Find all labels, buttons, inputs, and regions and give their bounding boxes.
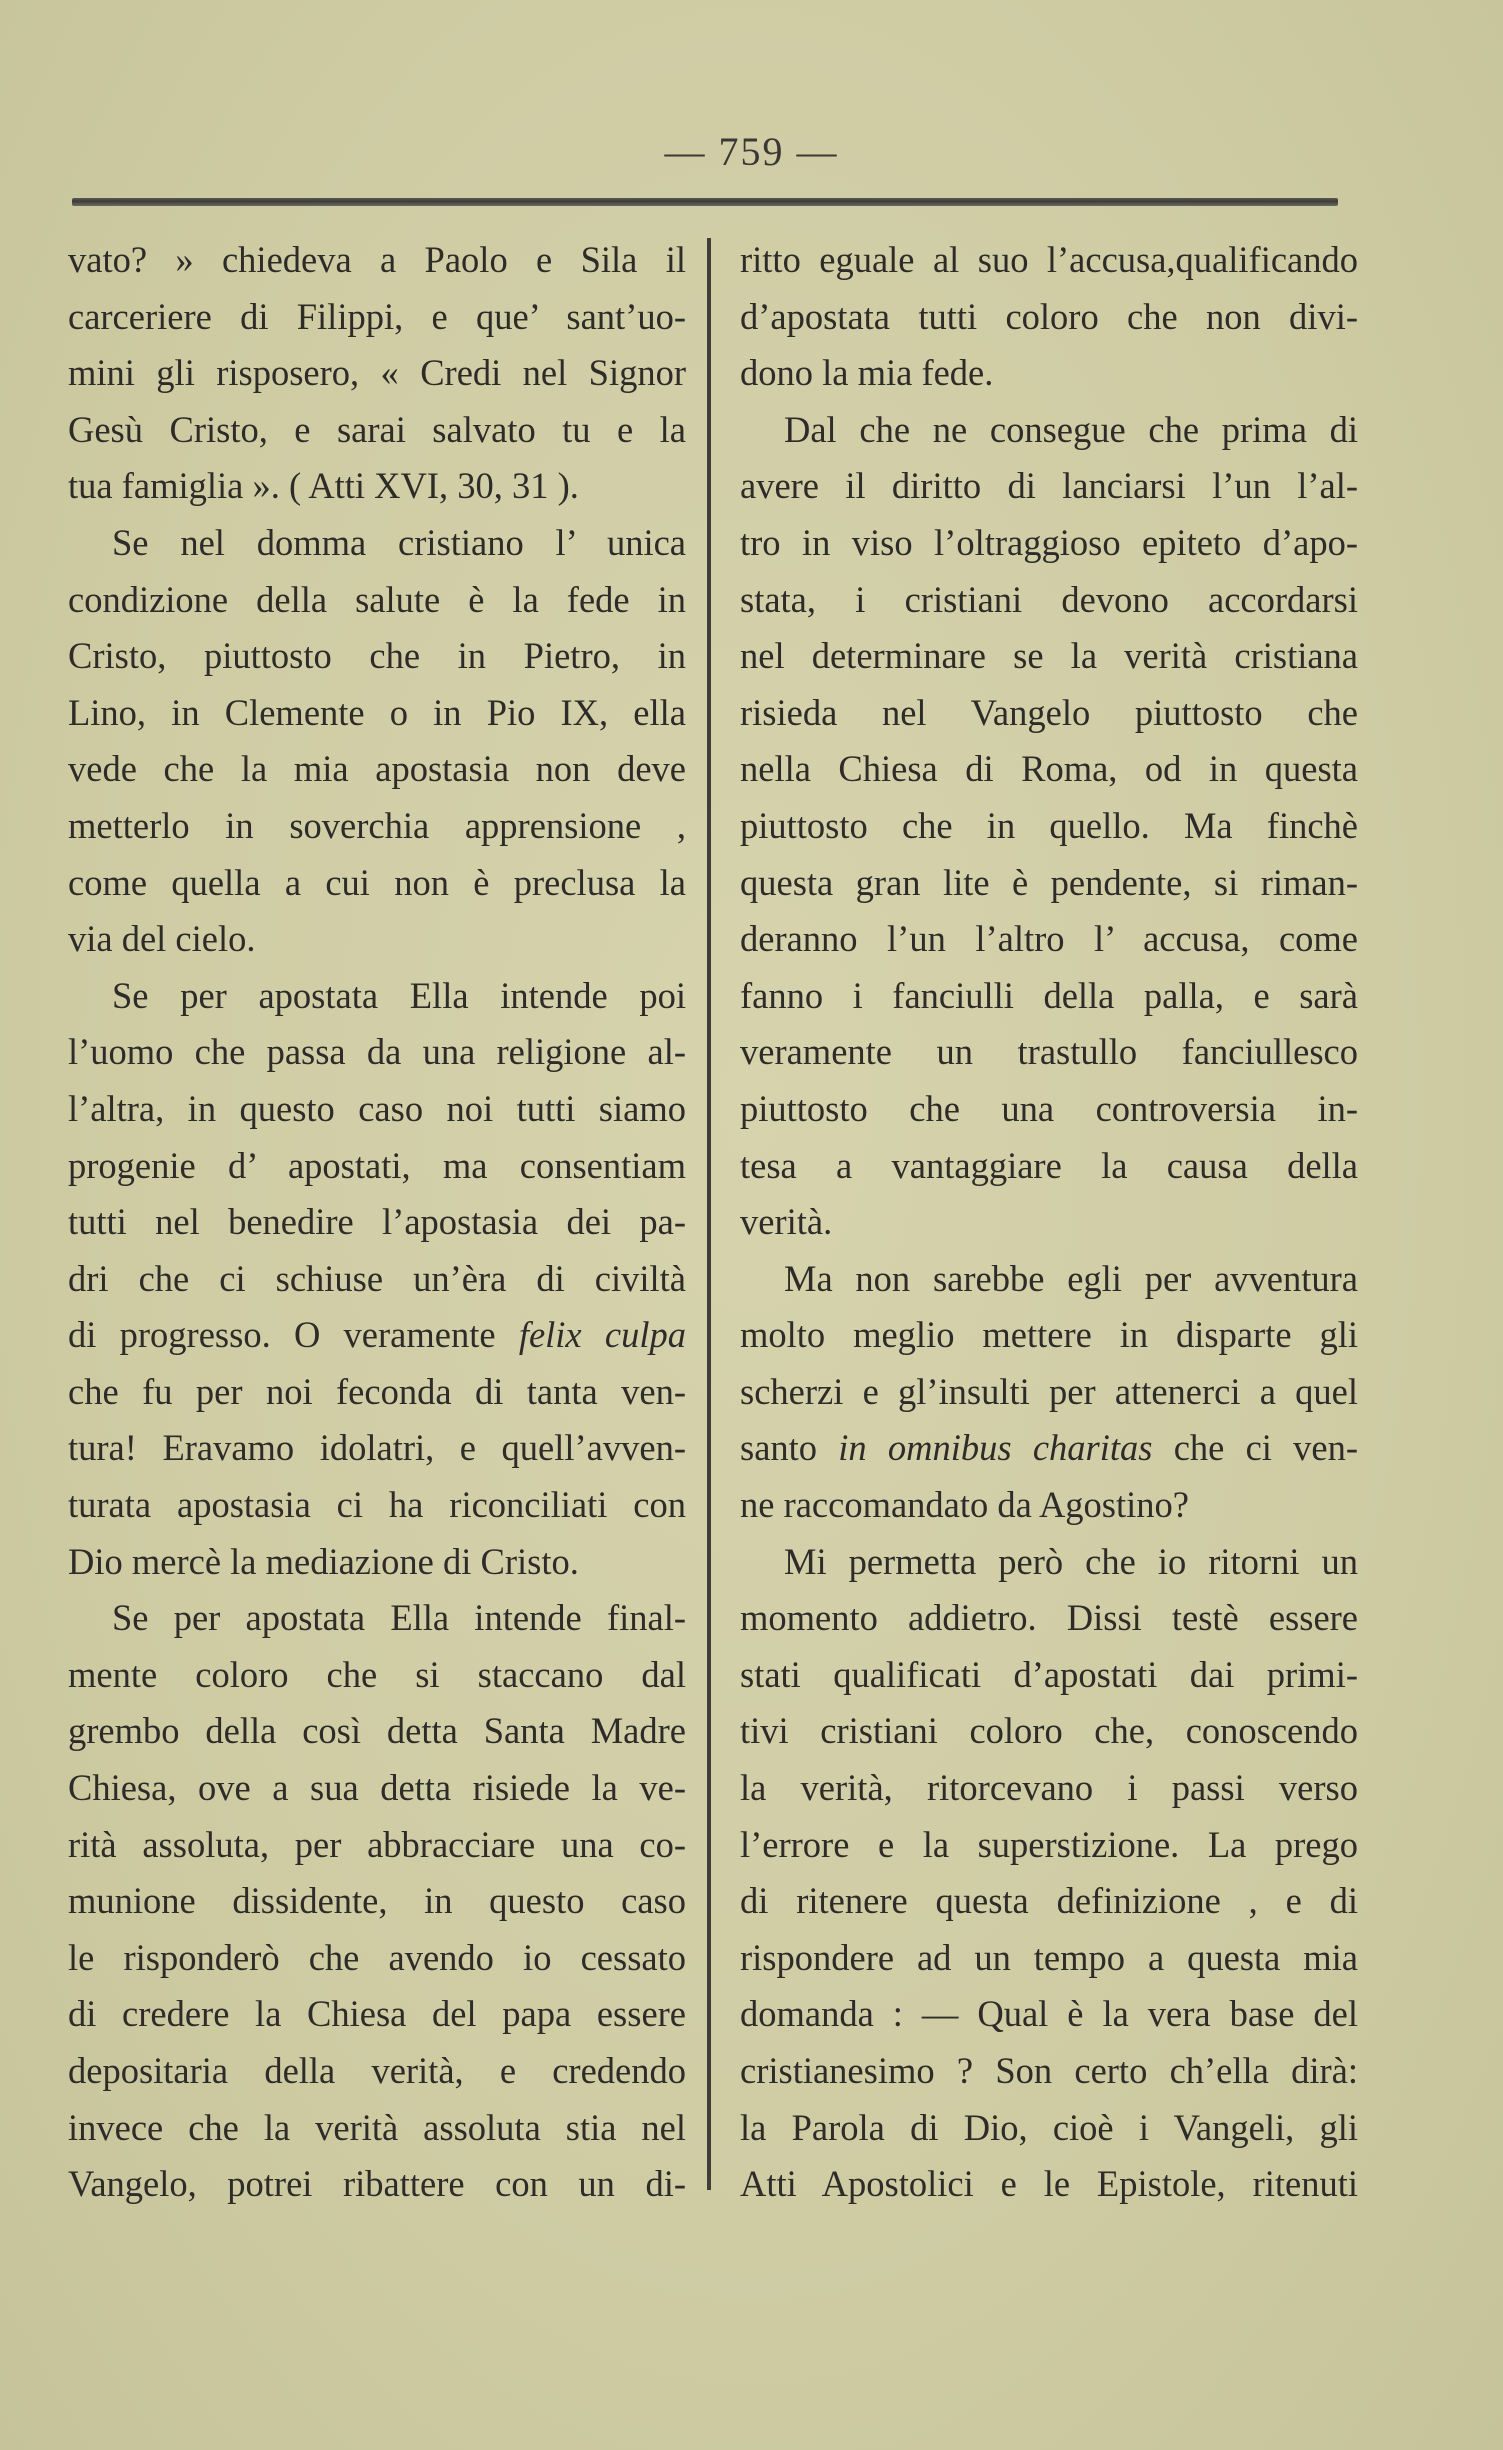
line-text: stata, i cristiani devono accordarsi bbox=[740, 578, 1358, 620]
text-line bbox=[68, 1194, 686, 1251]
text-line bbox=[68, 855, 686, 912]
text-line bbox=[68, 1024, 686, 1081]
line-text: stati qualificati d’apostati dai primi- bbox=[740, 1653, 1358, 1695]
line-text: Ma non sarebbe egli per avventura bbox=[784, 1257, 1358, 1299]
text-line bbox=[68, 1307, 686, 1364]
line-text: santo bbox=[740, 1427, 839, 1469]
line-text: l’uomo che passa da una religione al- bbox=[68, 1031, 686, 1073]
line-text: condizione della salute è la fede in bbox=[68, 578, 686, 620]
line-text: Atti Apostolici e le Epistole, ritenuti bbox=[740, 2163, 1358, 2205]
text-line bbox=[68, 1817, 686, 1874]
line-text: che fu per noi feconda di tanta ven- bbox=[68, 1370, 686, 1412]
text-line bbox=[740, 1251, 1358, 1308]
text-line bbox=[740, 855, 1358, 912]
text-line bbox=[68, 2043, 686, 2100]
text-line bbox=[68, 2100, 686, 2157]
line-text: via del cielo. bbox=[68, 918, 256, 960]
text-line bbox=[740, 1307, 1358, 1364]
text-line bbox=[68, 515, 686, 572]
line-text: deranno l’un l’altro l’ accusa, come bbox=[740, 918, 1358, 960]
line-text: avere il diritto di lanciarsi l’un l’al- bbox=[740, 465, 1358, 507]
line-text: di progresso. O veramente bbox=[68, 1314, 519, 1356]
line-text: Vangelo, potrei ribattere con un di- bbox=[68, 2163, 686, 2205]
text-line bbox=[740, 1138, 1358, 1195]
line-text: verità. bbox=[740, 1201, 833, 1243]
line-text: d’apostata tutti coloro che non divi- bbox=[740, 295, 1358, 337]
line-text: dono la mia fede. bbox=[740, 352, 994, 394]
text-line bbox=[68, 1251, 686, 1308]
text-line bbox=[68, 1477, 686, 1534]
text-line bbox=[740, 345, 1358, 402]
text-line bbox=[68, 911, 686, 968]
text-line bbox=[740, 798, 1358, 855]
line-text: molto meglio mettere in disparte gli bbox=[740, 1314, 1358, 1356]
text-line bbox=[740, 1534, 1358, 1591]
text-line bbox=[740, 289, 1358, 346]
line-text: Se per apostata Ella intende poi bbox=[112, 974, 686, 1016]
text-line bbox=[68, 741, 686, 798]
line-text: di credere la Chiesa del papa essere bbox=[68, 1993, 686, 2035]
text-line bbox=[68, 1590, 686, 1647]
line-text: Se nel domma cristiano l’ unica bbox=[112, 521, 686, 563]
line-text: tura! Eravamo idolatri, e quell’avven- bbox=[68, 1427, 686, 1469]
italic-phrase: felix culpa bbox=[518, 1314, 686, 1356]
text-line bbox=[68, 1930, 686, 1987]
text-line bbox=[740, 1703, 1358, 1760]
line-text: fanno i fanciulli della palla, e sarà bbox=[740, 974, 1358, 1016]
line-text: ne raccomandato da Agostino? bbox=[740, 1484, 1189, 1526]
line-text: metterlo in soverchia apprensione , bbox=[68, 804, 686, 846]
line-text: vato? » chiedeva a Paolo e Sila il bbox=[68, 239, 686, 280]
line-text: Gesù Cristo, e sarai salvato tu e la bbox=[68, 408, 686, 450]
text-line bbox=[740, 1024, 1358, 1081]
line-text: Chiesa, ove a sua detta risiede la ve- bbox=[68, 1767, 686, 1809]
text-line bbox=[740, 2156, 1358, 2213]
line-text: le risponderò che avendo io cessato bbox=[68, 1936, 686, 1978]
header-rule bbox=[72, 198, 1338, 206]
text-line bbox=[740, 1873, 1358, 1930]
line-text: piuttosto che in quello. Ma finchè bbox=[740, 804, 1358, 846]
line-text: la verità, ritorcevano i passi verso bbox=[740, 1767, 1358, 1809]
text-line bbox=[68, 1703, 686, 1760]
text-line bbox=[740, 685, 1358, 742]
text-line bbox=[740, 1986, 1358, 2043]
line-text: grembo della così detta Santa Madre bbox=[68, 1710, 686, 1752]
text-line bbox=[740, 1081, 1358, 1138]
text-line bbox=[740, 1817, 1358, 1874]
text-line bbox=[68, 1760, 686, 1817]
line-text: tivi cristiani coloro che, conoscendo bbox=[740, 1710, 1358, 1752]
line-text: l’altra, in questo caso noi tutti siamo bbox=[68, 1087, 686, 1129]
line-text: invece che la verità assoluta stia nel bbox=[68, 2106, 686, 2148]
line-text: rispondere ad un tempo a questa mia bbox=[740, 1936, 1358, 1978]
italic-phrase: in omnibus charitas bbox=[838, 1427, 1153, 1469]
text-line bbox=[68, 1081, 686, 1138]
line-text: Se per apostata Ella intende final- bbox=[112, 1597, 686, 1639]
line-text: rità assoluta, per abbracciare una co- bbox=[68, 1823, 686, 1865]
text-line bbox=[740, 1420, 1358, 1477]
text-line bbox=[740, 2043, 1358, 2100]
text-line bbox=[68, 1364, 686, 1421]
text-line bbox=[68, 2156, 686, 2213]
line-text: tro in viso l’oltraggioso epiteto d’apo- bbox=[740, 521, 1358, 563]
line-text: la Parola di Dio, cioè i Vangeli, gli bbox=[740, 2106, 1358, 2148]
line-text: munione dissidente, in questo caso bbox=[68, 1880, 686, 1922]
line-text: piuttosto che una controversia in- bbox=[740, 1087, 1358, 1129]
line-text: Cristo, piuttosto che in Pietro, in bbox=[68, 635, 686, 677]
line-text: momento addietro. Dissi testè essere bbox=[740, 1597, 1358, 1639]
text-line bbox=[740, 1760, 1358, 1817]
text-line bbox=[740, 1364, 1358, 1421]
line-text: Dio mercè la mediazione di Cristo. bbox=[68, 1540, 579, 1582]
text-line bbox=[68, 572, 686, 629]
line-text: Lino, in Clemente o in Pio IX, ella bbox=[68, 691, 686, 733]
text-line bbox=[740, 968, 1358, 1025]
line-text: mini gli risposero, « Credi nel Signor bbox=[68, 352, 686, 394]
line-text: turata apostasia ci ha riconciliati con bbox=[68, 1484, 686, 1526]
text-line bbox=[68, 798, 686, 855]
text-line bbox=[68, 968, 686, 1025]
line-text: nel determinare se la verità cristiana bbox=[740, 635, 1358, 677]
page-number: — 759 — bbox=[664, 129, 839, 174]
text-line bbox=[740, 628, 1358, 685]
line-text: ritto eguale al suo l’accusa,qualificando bbox=[740, 239, 1358, 280]
line-text: di ritenere questa definizione , e di bbox=[740, 1880, 1358, 1922]
line-text: veramente un trastullo fanciullesco bbox=[740, 1031, 1358, 1073]
line-text: risieda nel Vangelo piuttosto che bbox=[740, 691, 1358, 733]
text-line bbox=[740, 911, 1358, 968]
text-line bbox=[740, 1477, 1358, 1534]
text-line bbox=[740, 458, 1358, 515]
text-line bbox=[740, 1930, 1358, 1987]
text-line bbox=[740, 1590, 1358, 1647]
text-line bbox=[740, 515, 1358, 572]
text-line bbox=[68, 1647, 686, 1704]
line-text: carceriere di Filippi, e que’ sant’uo- bbox=[68, 295, 686, 337]
line-text: tua famiglia ». ( Atti XVI, 30, 31 ). bbox=[68, 465, 579, 507]
line-text: tesa a vantaggiare la causa della bbox=[740, 1144, 1358, 1186]
line-text: dri che ci schiuse un’èra di civiltà bbox=[68, 1257, 686, 1299]
line-text: tutti nel benedire l’apostasia dei pa- bbox=[68, 1201, 686, 1243]
text-line bbox=[68, 1873, 686, 1930]
text-line bbox=[740, 402, 1358, 459]
line-text-after: che ci ven- bbox=[1152, 1427, 1358, 1469]
line-text: domanda : — Qual è la vera base del bbox=[740, 1993, 1358, 2035]
text-line bbox=[68, 402, 686, 459]
text-line bbox=[68, 232, 686, 289]
line-text: scherzi e gl’insulti per attenerci a quel bbox=[740, 1370, 1358, 1412]
text-line bbox=[68, 1986, 686, 2043]
text-line bbox=[740, 572, 1358, 629]
text-line bbox=[740, 232, 1358, 289]
text-line bbox=[68, 289, 686, 346]
line-text: come quella a cui non è preclusa la bbox=[68, 861, 686, 903]
text-line bbox=[68, 458, 686, 515]
line-text: cristianesimo ? Son certo ch’ella dirà: bbox=[740, 2050, 1358, 2091]
line-text: progenie d’ apostati, ma consentiam bbox=[68, 1144, 686, 1186]
line-text: questa gran lite è pendente, si riman- bbox=[740, 861, 1358, 903]
line-text: Mi permetta però che io ritorni un bbox=[784, 1540, 1358, 1582]
line-text: Dal che ne consegue che prima di bbox=[784, 408, 1358, 450]
text-line bbox=[740, 1647, 1358, 1704]
line-text: nella Chiesa di Roma, od in questa bbox=[740, 748, 1358, 790]
line-text: mente coloro che si staccano dal bbox=[68, 1653, 686, 1695]
line-text: vede che la mia apostasia non deve bbox=[68, 748, 686, 790]
text-line bbox=[68, 1534, 686, 1591]
left-column bbox=[68, 232, 686, 2213]
text-line bbox=[68, 685, 686, 742]
column-divider bbox=[707, 238, 711, 2190]
text-line bbox=[68, 345, 686, 402]
text-line bbox=[68, 628, 686, 685]
text-line bbox=[68, 1138, 686, 1195]
line-text: l’errore e la superstizione. La prego bbox=[740, 1823, 1358, 1865]
right-column bbox=[740, 232, 1358, 2213]
line-text: depositaria della verità, e credendo bbox=[68, 2050, 686, 2091]
text-line bbox=[740, 2100, 1358, 2157]
text-line bbox=[68, 1420, 686, 1477]
text-line bbox=[740, 741, 1358, 798]
text-line bbox=[740, 1194, 1358, 1251]
